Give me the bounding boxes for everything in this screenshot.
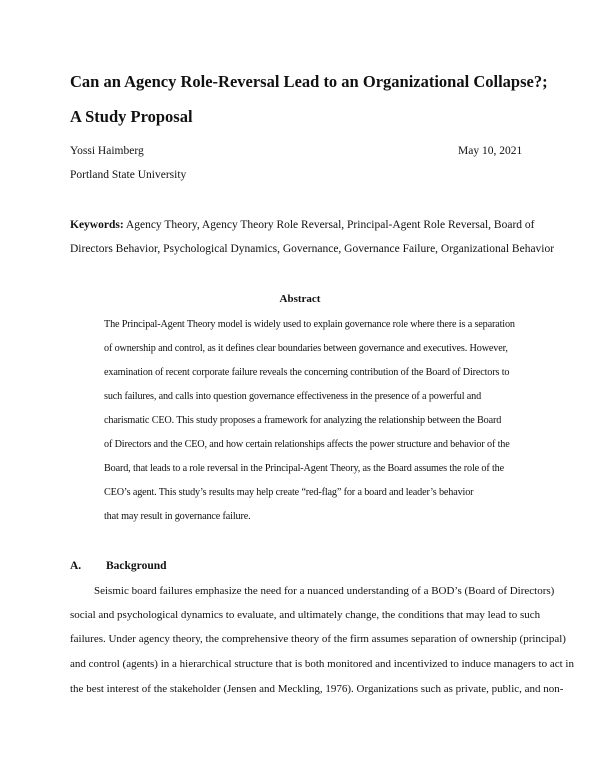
abstract-line: such failures, and calls into question governance effectiveness in the presence of a powerful and <box>104 391 482 402</box>
abstract-heading: Abstract <box>279 293 321 305</box>
abstract-line: of Directors and the CEO, and how certain relationships affects the power structure and behavior of the <box>104 439 510 450</box>
author-name: Yossi Haimberg <box>70 145 144 157</box>
body-line: Seismic board failures emphasize the need for a nuanced understanding of a BOD’s (Board of Directors) <box>94 585 555 597</box>
abstract-line: that may result in governance failure. <box>104 511 251 522</box>
keywords-text-1: Agency Theory, Agency Theory Role Reversal, Principal-Agent Role Reversal, Board of <box>125 219 535 231</box>
keywords-line-2: Directors Behavior, Psychological Dynamics, Governance, Governance Failure, Organizational Behavior <box>70 243 555 255</box>
body-line: failures. Under agency theory, the comprehensive theory of the firm assumes separation of ownership (principal) <box>70 633 566 645</box>
body-line: and control (agents) in a hierarchical structure that is both monitored and incentivized to induce managers to act in <box>70 658 574 670</box>
affiliation: Portland State University <box>70 169 187 181</box>
abstract-line: CEO’s agent. This study’s results may help create “red-flag” for a board and leader’s behavior <box>104 487 474 498</box>
section-number: A. <box>70 560 82 572</box>
publication-date: May 10, 2021 <box>458 145 523 157</box>
title-line-2: A Study Proposal <box>70 107 193 126</box>
abstract-line: The Principal-Agent Theory model is widely used to explain governance role where there is a separation <box>104 319 515 330</box>
body-line: social and psychological dynamics to evaluate, and ultimately change, the conditions that may lead to such <box>70 609 541 621</box>
keywords-line-1 <box>70 219 535 231</box>
abstract-line: Board, that leads to a role reversal in the Principal-Agent Theory, as the Board assumes the role of the <box>104 463 504 474</box>
abstract-line: of ownership and control, as it defines clear boundaries between governance and executives. However, <box>104 343 508 354</box>
body-line: the best interest of the stakeholder (Jensen and Meckling, 1976). Organizations such as private, public, and non- <box>70 683 564 695</box>
keywords-label: Keywords: <box>70 219 124 231</box>
abstract-line: charismatic CEO. This study proposes a framework for analyzing the relationship between the Board <box>104 415 502 426</box>
title-line-1: Can an Agency Role-Reversal Lead to an Organizational Collapse?; <box>70 72 548 91</box>
abstract-line: examination of recent corporate failure reveals the concerning contribution of the Board of Directors to <box>104 367 510 378</box>
section-heading: Background <box>106 560 167 572</box>
